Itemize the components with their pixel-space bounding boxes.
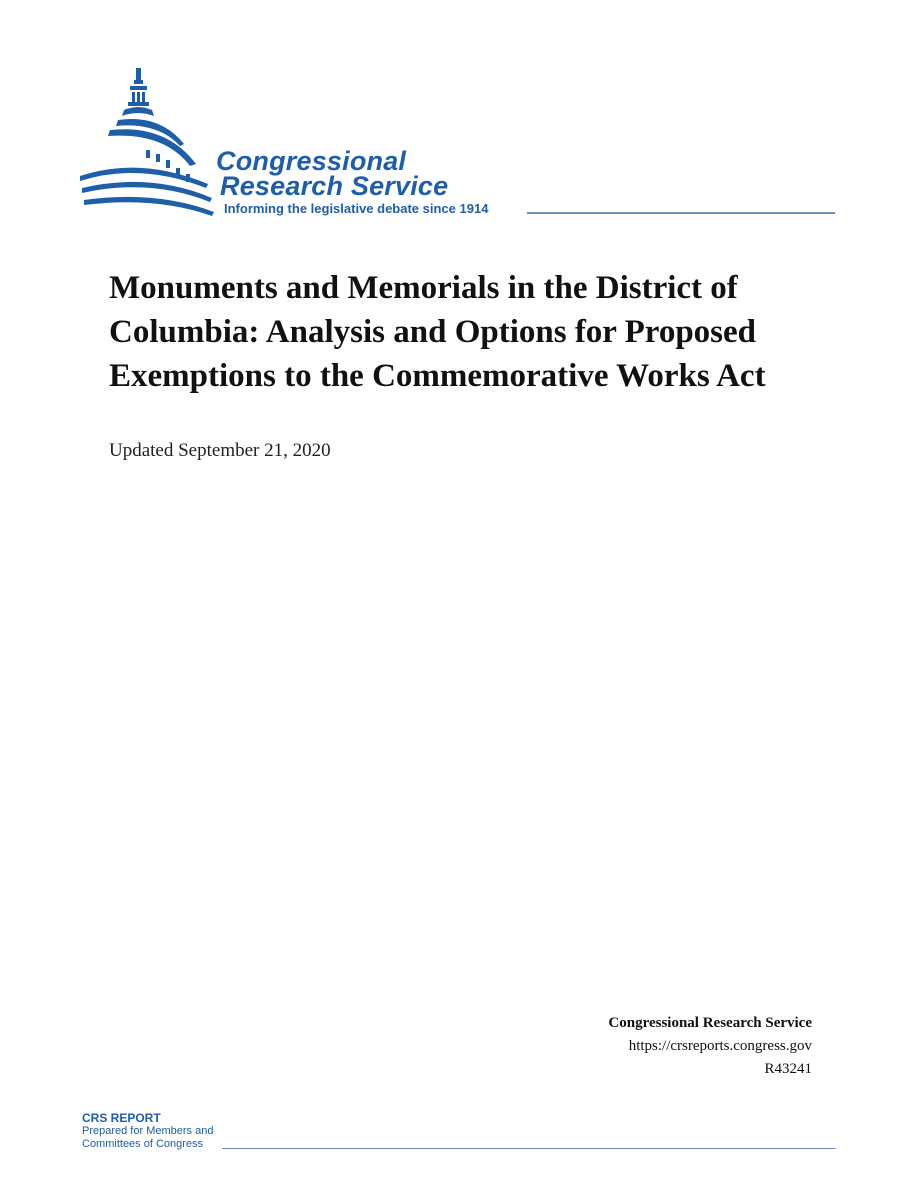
report-number: R43241 [764, 1061, 812, 1077]
document-title: Monuments and Memorials in the District of Columbia: Analysis and Options for Proposed Exemptions to the Commemorative Works Act [109, 270, 766, 394]
logo-name-line1: Congressional [216, 146, 407, 176]
organization-url[interactable]: https://crsreports.congress.gov [628, 1038, 812, 1054]
organization-name: Congressional Research Service [608, 1015, 812, 1031]
logo-tagline: Informing the legislative debate since 1914 [224, 201, 489, 216]
document-date: Updated September 21, 2020 [109, 440, 331, 461]
footer-line-3: Committees of Congress [82, 1138, 204, 1150]
logo-divider [527, 212, 835, 214]
logo-name-line2: Research Service [220, 171, 449, 201]
footer-label: CRS REPORT [82, 1111, 161, 1125]
footer-line-2: Prepared for Members and [82, 1125, 214, 1137]
footer [82, 1112, 842, 1158]
organization-block [608, 1012, 812, 1081]
footer-divider [222, 1148, 836, 1149]
capitol-dome-icon [80, 64, 220, 216]
crs-logo [80, 64, 840, 224]
